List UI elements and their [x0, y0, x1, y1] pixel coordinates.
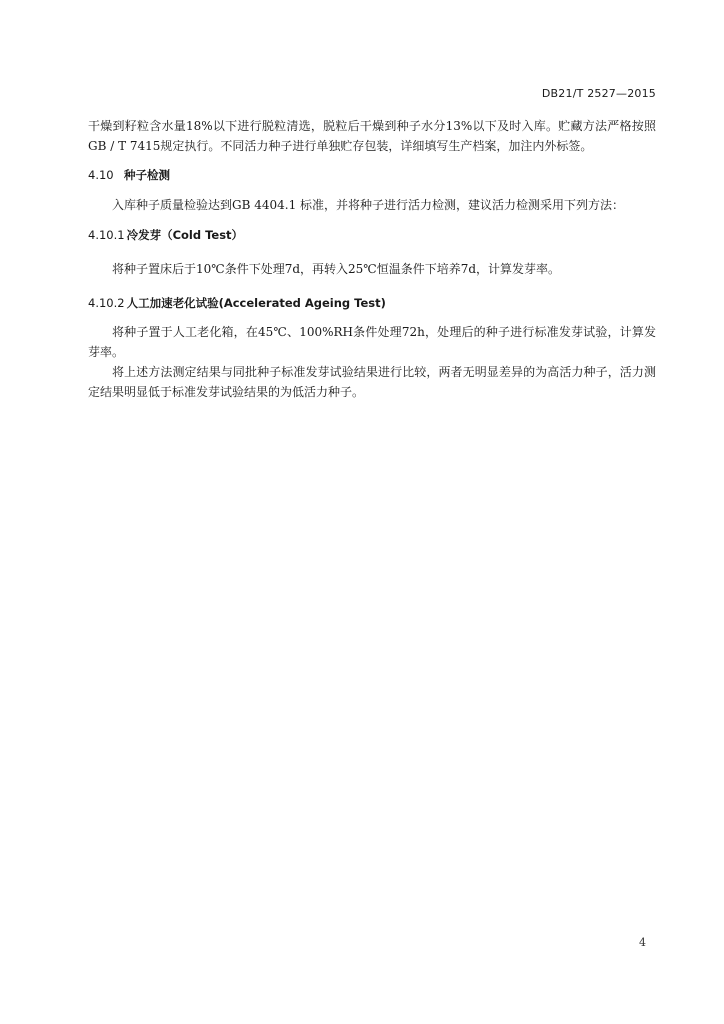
section-heading-4-10-1 [88, 225, 656, 245]
paragraph-result-comparison: 将上述方法测定结果与同批种子标准发芽试验结果进行比较，两者无明显差异的为高活力种子，活力测定结果明显低于标准发芽试验结果的为低活力种子。 [88, 365, 656, 399]
page-body [88, 116, 656, 402]
section-heading-4-10-2 [88, 293, 656, 313]
paragraph-seed-testing: 入库种子质量检验达到GB 4404.1 标准，并将种子进行活力检测，建议活力检测采用下列方法： [112, 198, 625, 212]
section-heading-4-10 [88, 165, 656, 185]
section-number: 4.10.2 [88, 296, 125, 310]
section-title: 种子检测 [124, 168, 170, 182]
document-standard-number: DB21/T 2527—2015 [541, 87, 656, 100]
paragraph-accelerated-ageing: 将种子置于人工老化箱，在45℃、100%RH条件处理72h，处理后的种子进行标准发芽试验，计算发芽率。 [88, 325, 656, 359]
section-number: 4.10 [88, 168, 114, 182]
section-title: 冷发芽（Cold Test） [126, 228, 244, 242]
paragraph-cold-test: 将种子置床后于10℃条件下处理7d，再转入25℃恒温条件下培养7d，计算发芽率。 [112, 262, 561, 276]
section-title: 人工加速老化试验(Accelerated Ageing Test) [126, 296, 386, 310]
section-number: 4.10.1 [88, 228, 125, 242]
paragraph-harvest-storage: 干燥到籽粒含水量18%以下进行脱粒清选，脱粒后干燥到种子水分13%以下及时入库。贮藏方法严格按照GB / T 7415规定执行。不同活力种子进行单独贮存包装，详细填写生产档案，加注内外标签。 [88, 119, 656, 153]
page-number: 4 [639, 936, 646, 949]
